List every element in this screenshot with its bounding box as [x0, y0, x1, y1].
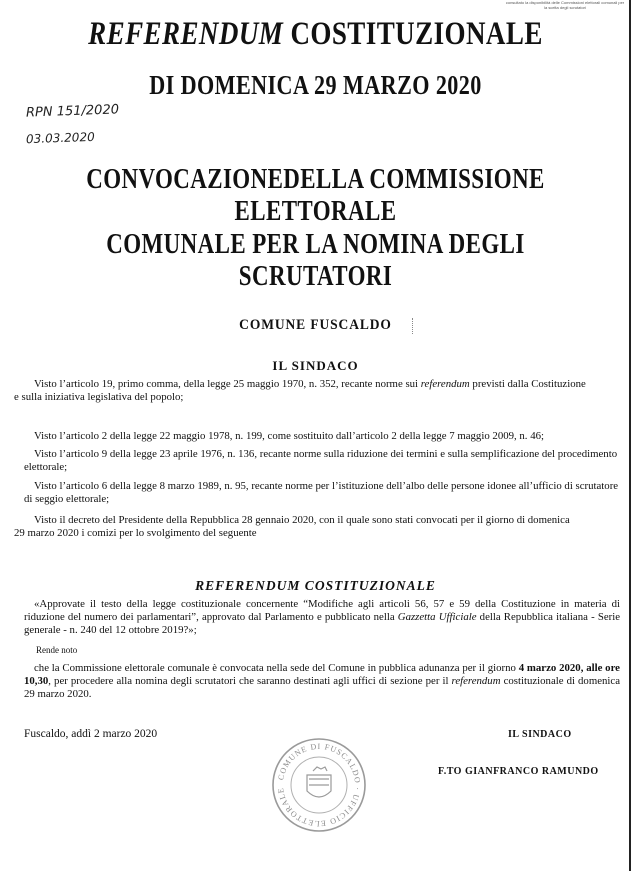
signature-role: IL SINDACO	[508, 729, 572, 740]
referendum-question	[24, 598, 620, 637]
consideration-1	[14, 378, 620, 404]
stamp-text: COMUNE DI FUSCALDO · UFFICIO ELETTORALE	[276, 741, 363, 829]
consideration-1-text-a: Visto l’articolo 19, primo comma, della legge 25 maggio 1970, n. 352, recante norme sui	[34, 378, 421, 390]
handwritten-protocol-number: RPN 151/2020	[25, 102, 120, 121]
announcement-separator: ,	[580, 662, 587, 674]
corner-note: consultato la disponibilità delle Commissioni elettorali comunali per la scelta degli scrutatori	[505, 0, 625, 10]
handwritten-protocol-date: 03.03.2020	[25, 129, 95, 147]
question-italic: Gazzetta Ufficiale	[397, 611, 477, 623]
official-stamp	[269, 735, 369, 835]
question-text-a: «Approvate il testo della legge costituzionale concernente “Modifiche agli articoli 56, 57 e 59 della Costituzione in materia di riduzione del numero dei parlamentari”, approvato dal Parlamento e pubblicato nella	[24, 598, 620, 623]
convocation-title-line1: CONVOCAZIONEDELLA COMMISSIONE ELETTORALE	[86, 164, 545, 227]
stamp-emblem-icon	[307, 767, 331, 797]
comune-name: COMUNE FUSCALDO	[239, 317, 392, 333]
title-italic: REFERENDUM	[88, 16, 284, 52]
announcement-text-c: costituzionale di domenica 29 marzo 2020.	[24, 675, 620, 700]
announcement-time: alle ore 10,30	[24, 662, 620, 687]
consideration-2: Visto l’articolo 2 della legge 22 maggio 1978, n. 199, come sostituito dall’articolo 2 della legge 7 maggio 2009, n. 46;	[34, 430, 545, 442]
consideration-5-text-b: 29 marzo 2020 i comizi per lo svolgimento del seguente	[14, 527, 257, 539]
convocation-title-line2: COMUNALE PER LA NOMINA DEGLI SCRUTATORI	[106, 229, 525, 292]
consideration-4: Visto l’articolo 6 della legge 8 marzo 1989, n. 95, recante norme per l’istituzione dell’albo delle persone idonee all’ufficio di scrutatore di seggio elettorale;	[24, 480, 619, 505]
announcement-text-a: che la Commissione elettorale comunale è convocata nella sede del Comune in pubblica adunanza per il giorno	[34, 662, 519, 674]
announcement-text-b: , per procedere alla nomina degli scrutatori che saranno destinati agli uffici di sezione per il	[48, 675, 452, 687]
consideration-5-text-a: Visto il decreto del Presidente della Repubblica 28 gennaio 2020, con il quale sono stati convocati per il giorno di domenica	[34, 514, 570, 526]
rende-noto: Rende noto	[36, 645, 78, 655]
announcement	[24, 662, 620, 701]
consideration-1-text-c: e sulla iniziativa legislativa del popolo;	[14, 391, 184, 403]
title-rest: COSTITUZIONALE	[290, 16, 543, 52]
referendum-heading: REFERENDUM COSTITUZIONALE	[195, 578, 436, 593]
scan-mark	[412, 318, 415, 334]
document-title	[57, 16, 574, 53]
question-text-b: della Repubblica italiana - Serie generale - n. 240 del 12 ottobre 2019?»;	[24, 611, 620, 636]
consideration-1-text-b: previsti dalla Costituzione	[469, 378, 586, 390]
announcement-italic: referendum	[451, 675, 501, 687]
consideration-3: Visto l’articolo 9 della legge 23 aprile 1976, n. 136, recante norme sulla riduzione dei termini e sulla semplificazione del procedimento elettorale;	[24, 448, 618, 473]
signature-name: F.TO GIANFRANCO RAMUNDO	[438, 766, 599, 777]
consideration-5	[14, 514, 620, 540]
place-date: Fuscaldo, addì 2 marzo 2020	[24, 728, 158, 740]
announcement-date: 4 marzo 2020	[518, 662, 581, 674]
sindaco-heading: IL SINDACO	[272, 358, 359, 373]
document-subtitle: DI DOMENICA 29 MARZO 2020	[149, 70, 482, 100]
consideration-1-italic: referendum	[420, 378, 470, 390]
